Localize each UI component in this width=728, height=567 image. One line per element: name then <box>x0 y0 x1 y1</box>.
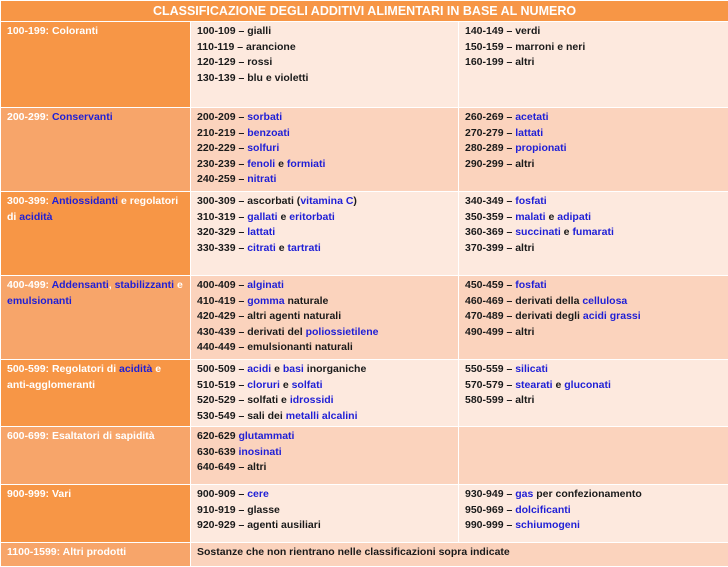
highlighted-term: succinati <box>515 226 561 238</box>
text-segment: 220-229 – <box>197 142 247 154</box>
category-cell <box>1 192 191 276</box>
code-range-line <box>465 294 722 310</box>
text-segment: 620-629 <box>197 430 238 442</box>
code-range-line <box>465 126 722 142</box>
code-range-line <box>197 278 452 294</box>
table-row <box>1 360 728 427</box>
code-range-line <box>465 194 722 210</box>
text-segment: 210-219 – <box>197 127 247 139</box>
code-range-line <box>197 241 452 257</box>
code-range-line <box>465 225 722 241</box>
code-range-line <box>465 110 722 126</box>
category-cell <box>1 485 191 543</box>
table-body <box>1 22 728 567</box>
highlighted-term: Addensanti <box>52 279 109 291</box>
text-segment: e <box>280 379 292 391</box>
highlighted-term: gas <box>515 488 533 500</box>
range-cell-left <box>191 360 459 427</box>
highlighted-term: sorbati <box>247 111 282 123</box>
highlighted-term: propionati <box>515 142 566 154</box>
text-segment: 500-509 – <box>197 363 247 375</box>
highlighted-term: adipati <box>557 211 591 223</box>
category-cell <box>1 108 191 192</box>
highlighted-term: acidi <box>247 363 271 375</box>
text-segment: 400-409 – <box>197 279 247 291</box>
text-segment: 350-359 – <box>465 211 515 223</box>
text-segment: 110-119 – arancione <box>197 41 296 53</box>
code-range-line <box>197 518 452 534</box>
category-cell <box>1 276 191 360</box>
range-cell-right <box>459 276 728 360</box>
text-segment: 200-299: <box>7 111 52 123</box>
text-segment: 1100-1599: Altri prodotti <box>7 546 126 558</box>
code-range-line <box>465 393 722 409</box>
range-cell-right <box>459 485 728 543</box>
text-segment: ) <box>353 195 357 207</box>
code-range-line <box>197 24 452 40</box>
code-range-line <box>465 487 722 503</box>
code-range-line <box>197 141 452 157</box>
range-cell-left <box>191 108 459 192</box>
text-segment: 570-579 – <box>465 379 515 391</box>
text-segment: per confezionamento <box>533 488 642 500</box>
code-range-line <box>465 378 722 394</box>
text-segment: 340-349 – <box>465 195 515 207</box>
category-cell <box>1 543 191 567</box>
code-range-line <box>197 225 452 241</box>
text-segment: Sostanze che non rientrano nelle classificazioni sopra indicate <box>197 546 510 558</box>
code-range-line <box>465 241 722 257</box>
text-segment: 530-549 – sali dei <box>197 410 286 422</box>
table-row <box>1 108 728 192</box>
category-cell <box>1 360 191 427</box>
code-range-line <box>197 71 452 87</box>
range-cell-left <box>191 192 459 276</box>
text-segment: 140-149 – verdi <box>465 25 540 37</box>
highlighted-term: lattati <box>247 226 275 238</box>
highlighted-term: nitrati <box>247 173 276 185</box>
text-segment: 240-259 – <box>197 173 247 185</box>
text-segment: 510-519 – <box>197 379 247 391</box>
text-segment: inorganiche <box>304 363 366 375</box>
highlighted-term: dolcificanti <box>515 504 570 516</box>
code-range-line <box>197 409 452 425</box>
text-segment: 900-999: Vari <box>7 488 71 500</box>
highlighted-term: solfati <box>292 379 323 391</box>
highlighted-term: citrati <box>247 242 276 254</box>
code-range-line <box>197 110 452 126</box>
text-segment: 330-339 – <box>197 242 247 254</box>
highlighted-term: glutammati <box>238 430 294 442</box>
table-row <box>1 276 728 360</box>
highlighted-term: fosfati <box>515 195 547 207</box>
code-range-line <box>197 55 452 71</box>
text-segment: 290-299 – altri <box>465 158 534 170</box>
text-segment: 160-199 – altri <box>465 56 534 68</box>
text-segment: 300-399: <box>7 195 52 207</box>
code-range-line <box>465 210 722 226</box>
code-range-line <box>197 378 452 394</box>
text-segment: 600-699: Esaltatori di sapidità <box>7 430 155 442</box>
highlighted-term: formiati <box>287 158 326 170</box>
text-segment: e <box>561 226 573 238</box>
highlighted-term: gomma <box>247 295 284 307</box>
text-segment: 130-139 – blu e violetti <box>197 72 308 84</box>
text-segment: 100-109 – gialli <box>197 25 271 37</box>
code-range-line <box>197 393 452 409</box>
highlighted-term: gallati <box>247 211 277 223</box>
text-segment: 950-969 – <box>465 504 515 516</box>
highlighted-term: lattati <box>515 127 543 139</box>
highlighted-term: poliossietilene <box>306 326 379 338</box>
highlighted-term: inosinati <box>238 446 281 458</box>
text-segment: 550-559 – <box>465 363 515 375</box>
code-range-line <box>465 157 722 173</box>
text-segment: e <box>278 211 290 223</box>
code-range-line <box>197 487 452 503</box>
code-range-line <box>465 309 722 325</box>
text-segment: 920-929 – agenti ausiliari <box>197 519 321 531</box>
range-cell-right <box>459 360 728 427</box>
text-segment: 370-399 – altri <box>465 242 534 254</box>
text-segment: e <box>276 242 288 254</box>
highlighted-term: benzoati <box>247 127 290 139</box>
code-range-line <box>465 55 722 71</box>
code-range-line <box>197 362 452 378</box>
text-segment: 410-419 – <box>197 295 247 307</box>
text-segment: 440-449 – emulsionanti naturali <box>197 341 353 353</box>
code-range-line <box>197 503 452 519</box>
table-row <box>1 22 728 108</box>
text-segment: 450-459 – <box>465 279 515 291</box>
code-range-line <box>465 141 722 157</box>
code-range-line <box>197 210 452 226</box>
highlighted-term: acidi grassi <box>583 310 641 322</box>
highlighted-term: cere <box>247 488 269 500</box>
range-cell-right <box>459 108 728 192</box>
code-range-line <box>197 325 452 341</box>
highlighted-term: malati <box>515 211 545 223</box>
highlighted-term: gluconati <box>564 379 611 391</box>
highlighted-term: alginati <box>247 279 284 291</box>
highlighted-term: emulsionanti <box>7 295 72 307</box>
text-segment: 400-499: <box>7 279 52 291</box>
highlighted-term: Conservanti <box>52 111 113 123</box>
range-cell-left <box>191 22 459 108</box>
text-segment: 270-279 – <box>465 127 515 139</box>
code-range-line <box>465 503 722 519</box>
code-range-line <box>465 40 722 56</box>
text-segment: e <box>174 279 183 291</box>
code-range-line <box>197 445 452 461</box>
text-segment: 300-309 – ascorbati ( <box>197 195 300 207</box>
text-segment: 930-949 – <box>465 488 515 500</box>
text-segment: 430-439 – derivati del <box>197 326 306 338</box>
code-range-line <box>465 278 722 294</box>
highlighted-term: metalli alcalini <box>286 410 358 422</box>
highlighted-term: acidità <box>19 211 52 223</box>
table-title: CLASSIFICAZIONE DEGLI ADDITIVI ALIMENTARI IN BASE AL NUMERO <box>1 1 728 22</box>
text-segment: 990-999 – <box>465 519 515 531</box>
text-segment: 460-469 – derivati della <box>465 295 582 307</box>
code-range-line <box>197 460 452 476</box>
text-segment: 100-199: Coloranti <box>7 25 98 37</box>
highlighted-term: fosfati <box>515 279 547 291</box>
highlighted-term: solfuri <box>247 142 279 154</box>
range-cell-right <box>459 22 728 108</box>
table-row <box>1 192 728 276</box>
highlighted-term: vitamina C <box>300 195 353 207</box>
text-segment: 910-919 – glasse <box>197 504 280 516</box>
text-segment: 490-499 – altri <box>465 326 534 338</box>
highlighted-term: stearati <box>515 379 552 391</box>
text-segment: 420-429 – altri agenti naturali <box>197 310 341 322</box>
text-segment: 900-909 – <box>197 488 247 500</box>
range-cell-left <box>191 485 459 543</box>
text-segment: , <box>109 279 115 291</box>
text-segment: naturale <box>285 295 329 307</box>
text-segment: 470-489 – derivati degli <box>465 310 583 322</box>
table-row <box>1 543 728 567</box>
text-segment: e <box>271 363 283 375</box>
code-range-line <box>465 24 722 40</box>
code-range-line <box>197 294 452 310</box>
text-segment: e regolatori di <box>7 195 178 223</box>
text-segment: e anti-agglomeranti <box>7 363 161 391</box>
code-range-line <box>197 157 452 173</box>
highlighted-term: basi <box>283 363 304 375</box>
text-segment: e <box>546 211 558 223</box>
text-segment: e <box>553 379 565 391</box>
text-segment: 310-319 – <box>197 211 247 223</box>
text-segment: 580-599 – altri <box>465 394 534 406</box>
text-segment: 500-599: Regolatori di <box>7 363 119 375</box>
text-segment: 640-649 – altri <box>197 461 266 473</box>
range-cell-right <box>459 427 728 485</box>
table-row <box>1 427 728 485</box>
highlighted-term: stabilizzanti <box>115 279 175 291</box>
highlighted-term: fenoli <box>247 158 275 170</box>
text-segment: e <box>275 158 287 170</box>
code-range-line <box>197 429 452 445</box>
highlighted-term: tartrati <box>288 242 321 254</box>
category-cell <box>1 427 191 485</box>
code-range-line <box>197 126 452 142</box>
highlighted-term: eritorbati <box>289 211 335 223</box>
text-segment: 520-529 – solfati e <box>197 394 290 406</box>
code-range-line <box>197 309 452 325</box>
text-segment: 320-329 – <box>197 226 247 238</box>
text-segment: 280-289 – <box>465 142 515 154</box>
code-range-line <box>197 340 452 356</box>
text-segment: 230-239 – <box>197 158 247 170</box>
category-cell <box>1 22 191 108</box>
highlighted-term: idrossidi <box>290 394 334 406</box>
range-cell-left <box>191 276 459 360</box>
table-row <box>1 485 728 543</box>
text-segment: 200-209 – <box>197 111 247 123</box>
highlighted-term: cloruri <box>247 379 280 391</box>
text-segment: 260-269 – <box>465 111 515 123</box>
highlighted-term: silicati <box>515 363 548 375</box>
note-cell <box>191 543 728 567</box>
code-range-line <box>197 194 452 210</box>
text-segment: 630-639 <box>197 446 238 458</box>
code-range-line <box>197 545 722 561</box>
code-range-line <box>465 362 722 378</box>
code-range-line <box>197 172 452 188</box>
text-segment: 360-369 – <box>465 226 515 238</box>
code-range-line <box>197 40 452 56</box>
highlighted-term: cellulosa <box>582 295 627 307</box>
range-cell-right <box>459 192 728 276</box>
highlighted-term: Antiossidanti <box>52 195 119 207</box>
text-segment: 150-159 – marroni e neri <box>465 41 585 53</box>
highlighted-term: acetati <box>515 111 548 123</box>
range-cell-left <box>191 427 459 485</box>
highlighted-term: fumarati <box>572 226 613 238</box>
text-segment: 120-129 – rossi <box>197 56 272 68</box>
code-range-line <box>465 325 722 341</box>
highlighted-term: schiumogeni <box>515 519 580 531</box>
highlighted-term: acidità <box>119 363 152 375</box>
code-range-line <box>465 518 722 534</box>
